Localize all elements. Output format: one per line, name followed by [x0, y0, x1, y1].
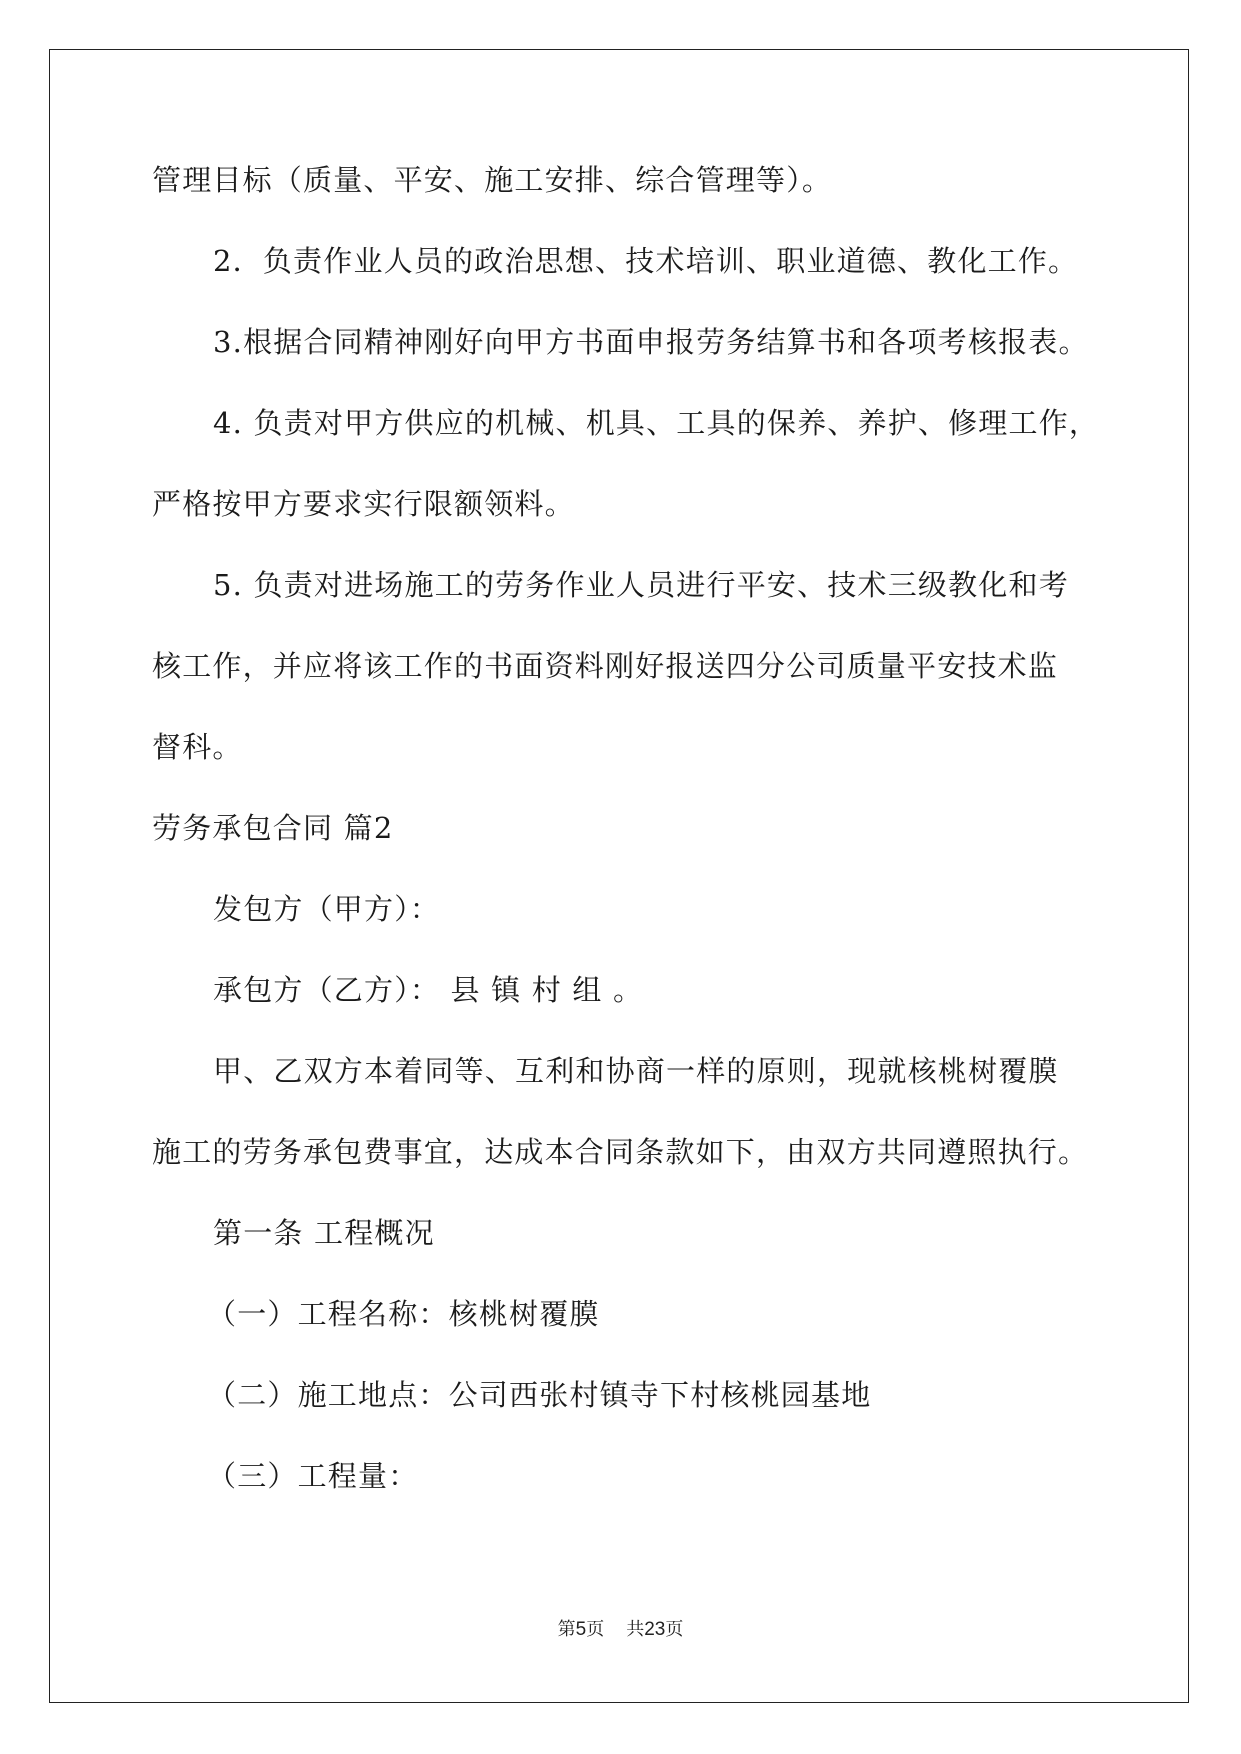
page-prefix: 第: [557, 1619, 576, 1639]
page-suffix: 页: [586, 1619, 605, 1639]
text-line-1: 管理目标（质量、平安、施工安排、综合管理等）。: [152, 163, 833, 197]
text-line-13: 施工的劳务承包费事宜，达成本合同条款如下，由双方共同遵照执行。: [152, 1135, 1089, 1169]
article-heading: 第一条 工程概况: [213, 1216, 435, 1250]
text-line-4: 4. 负责对甲方供应的机械、机具、工具的保养、养护、修理工作，: [213, 406, 1100, 440]
text-line-16: （二）施工地点：公司西张村镇寺下村核桃园基地: [207, 1378, 872, 1412]
text-line-12: 甲、乙双方本着同等、互利和协商一样的原则，现就核桃树覆膜: [213, 1054, 1059, 1088]
text-line-15: （一）工程名称：核桃树覆膜: [207, 1297, 600, 1331]
total-pages: 23: [644, 1619, 666, 1640]
section-heading: 劳务承包合同 篇2: [152, 811, 394, 845]
text-line-2: 2．负责作业人员的政治思想、技术培训、职业道德、教化工作。: [213, 244, 1079, 278]
text-line-11: 承包方（乙方）： 县 镇 村 组 。: [213, 973, 644, 1007]
text-line-17: （三）工程量：: [207, 1459, 419, 1493]
text-line-5: 严格按甲方要求实行限额领料。: [152, 487, 575, 521]
text-line-10: 发包方（甲方）：: [213, 892, 441, 926]
page-number: 5: [575, 1619, 587, 1640]
text-line-8: 督科。: [152, 730, 243, 764]
page-footer: [0, 1615, 1241, 1641]
document-body: [152, 160, 1112, 1537]
text-line-7: 核工作，并应将该工作的书面资料刚好报送四分公司质量平安技术监: [152, 649, 1059, 683]
total-suffix: 页: [665, 1619, 684, 1639]
total-prefix: 共: [626, 1619, 645, 1639]
text-line-3: 3.根据合同精神刚好向甲方书面申报劳务结算书和各项考核报表。: [213, 325, 1089, 359]
text-line-6: 5. 负责对进场施工的劳务作业人员进行平安、技术三级教化和考: [213, 568, 1069, 602]
